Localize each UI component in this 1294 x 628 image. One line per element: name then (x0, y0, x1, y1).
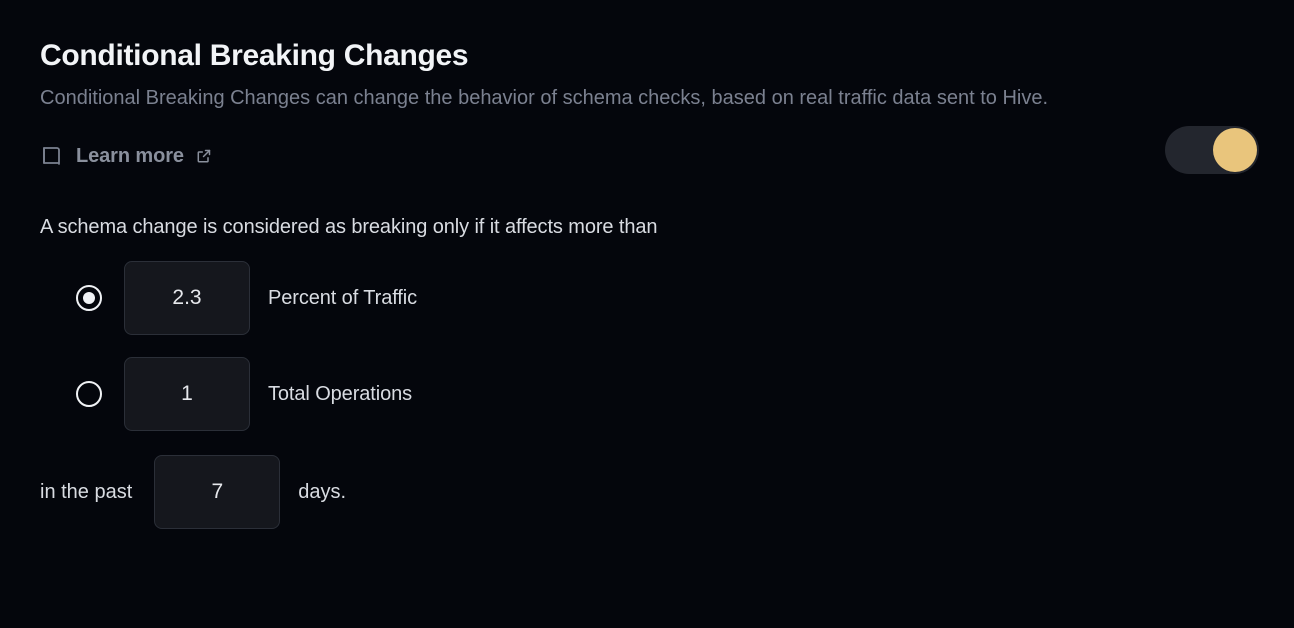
section-description: Conditional Breaking Changes can change the behavior of schema checks, based on real traffic data sent to Hive. (40, 87, 1049, 109)
total-operations-label: Total Operations (268, 382, 413, 405)
page-title: Conditional Breaking Changes (40, 39, 469, 72)
period-days-input[interactable] (154, 455, 280, 529)
period-row (40, 455, 1254, 529)
option-total-operations[interactable] (40, 357, 1254, 431)
period-suffix-label: days. (298, 480, 347, 503)
total-operations-input[interactable] (124, 357, 250, 431)
learn-more-link[interactable] (40, 144, 1254, 168)
percent-of-traffic-label: Percent of Traffic (268, 286, 418, 309)
radio-percent-of-traffic[interactable] (76, 285, 102, 311)
toggle-knob (1213, 128, 1257, 172)
learn-more-label: Learn more (76, 144, 184, 167)
book-icon (40, 144, 64, 168)
percent-of-traffic-input[interactable] (124, 261, 250, 335)
condition-intro-text: A schema change is considered as breaking only if it affects more than (40, 216, 658, 239)
external-link-icon (196, 148, 212, 164)
conditional-breaking-changes-toggle[interactable] (1165, 126, 1259, 174)
option-percent-of-traffic[interactable] (40, 261, 1254, 335)
period-prefix-label: in the past (40, 480, 133, 503)
radio-total-operations[interactable] (76, 381, 102, 407)
